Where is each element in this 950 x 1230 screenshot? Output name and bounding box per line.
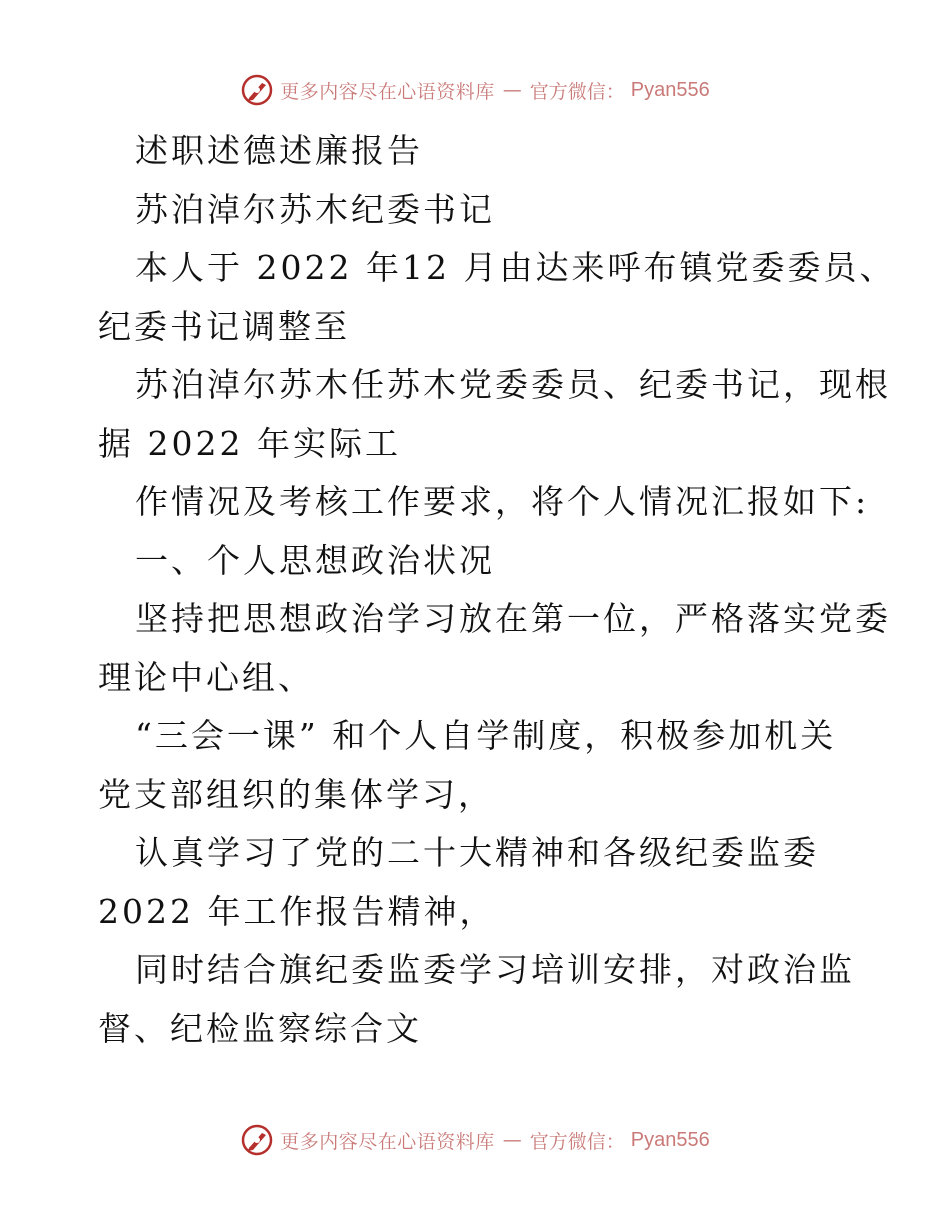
banner-wechat-label: 官方微信： (529, 1130, 625, 1153)
paragraph-line: 同时结合旗纪委监委学习培训安排，对政治监 (135, 950, 855, 989)
paragraph-line: 据 2022 年实际工 (98, 423, 401, 463)
header-banner (0, 70, 950, 110)
paragraph-line: 坚持把思想政治学习放在第一位，严格落实党委 (135, 599, 891, 638)
banner-text: 更多内容尽在心语资料库 (280, 1130, 495, 1153)
paragraph-line: 纪委书记调整至 (98, 306, 350, 346)
paragraph-line: 党支部组织的集体学习， (98, 774, 494, 814)
banner-wechat-label: 官方微信： (529, 80, 625, 103)
banner-text: 更多内容尽在心语资料库 (280, 80, 495, 103)
paragraph-line: 理论中心组、 (98, 657, 314, 697)
paragraph-line: 督、纪检监察综合文 (98, 1008, 422, 1048)
banner-wechat-id: Pyan556 (630, 78, 710, 101)
banner-separator: — (502, 1129, 522, 1151)
pen-logo-icon (240, 73, 274, 107)
banner-wechat-id: Pyan556 (630, 1128, 710, 1151)
paragraph-line: 本人于 2022 年12 月由达来呼布镇党委委员、 (135, 248, 896, 287)
pen-logo-icon (240, 1123, 274, 1157)
paragraph-line: “三会一课” 和个人自学制度，积极参加机关 (135, 716, 837, 755)
doc-title: 述职述德述廉报告 (135, 131, 423, 170)
doc-subtitle: 苏泊淖尔苏木纪委书记 (135, 189, 495, 229)
banner-separator: — (502, 79, 522, 101)
paragraph-line: 作情况及考核工作要求，将个人情况汇报如下: (135, 482, 870, 521)
section-heading: 一、个人思想政治状况 (135, 540, 495, 580)
paragraph-line: 认真学习了党的二十大精神和各级纪委监委 (135, 833, 819, 872)
paragraph-line: 苏泊淖尔苏木任苏木党委委员、纪委书记，现根 (135, 365, 891, 404)
document-body (98, 122, 896, 1058)
paragraph-line: 2022 年工作报告精神， (98, 891, 496, 931)
footer-banner (0, 1120, 950, 1160)
